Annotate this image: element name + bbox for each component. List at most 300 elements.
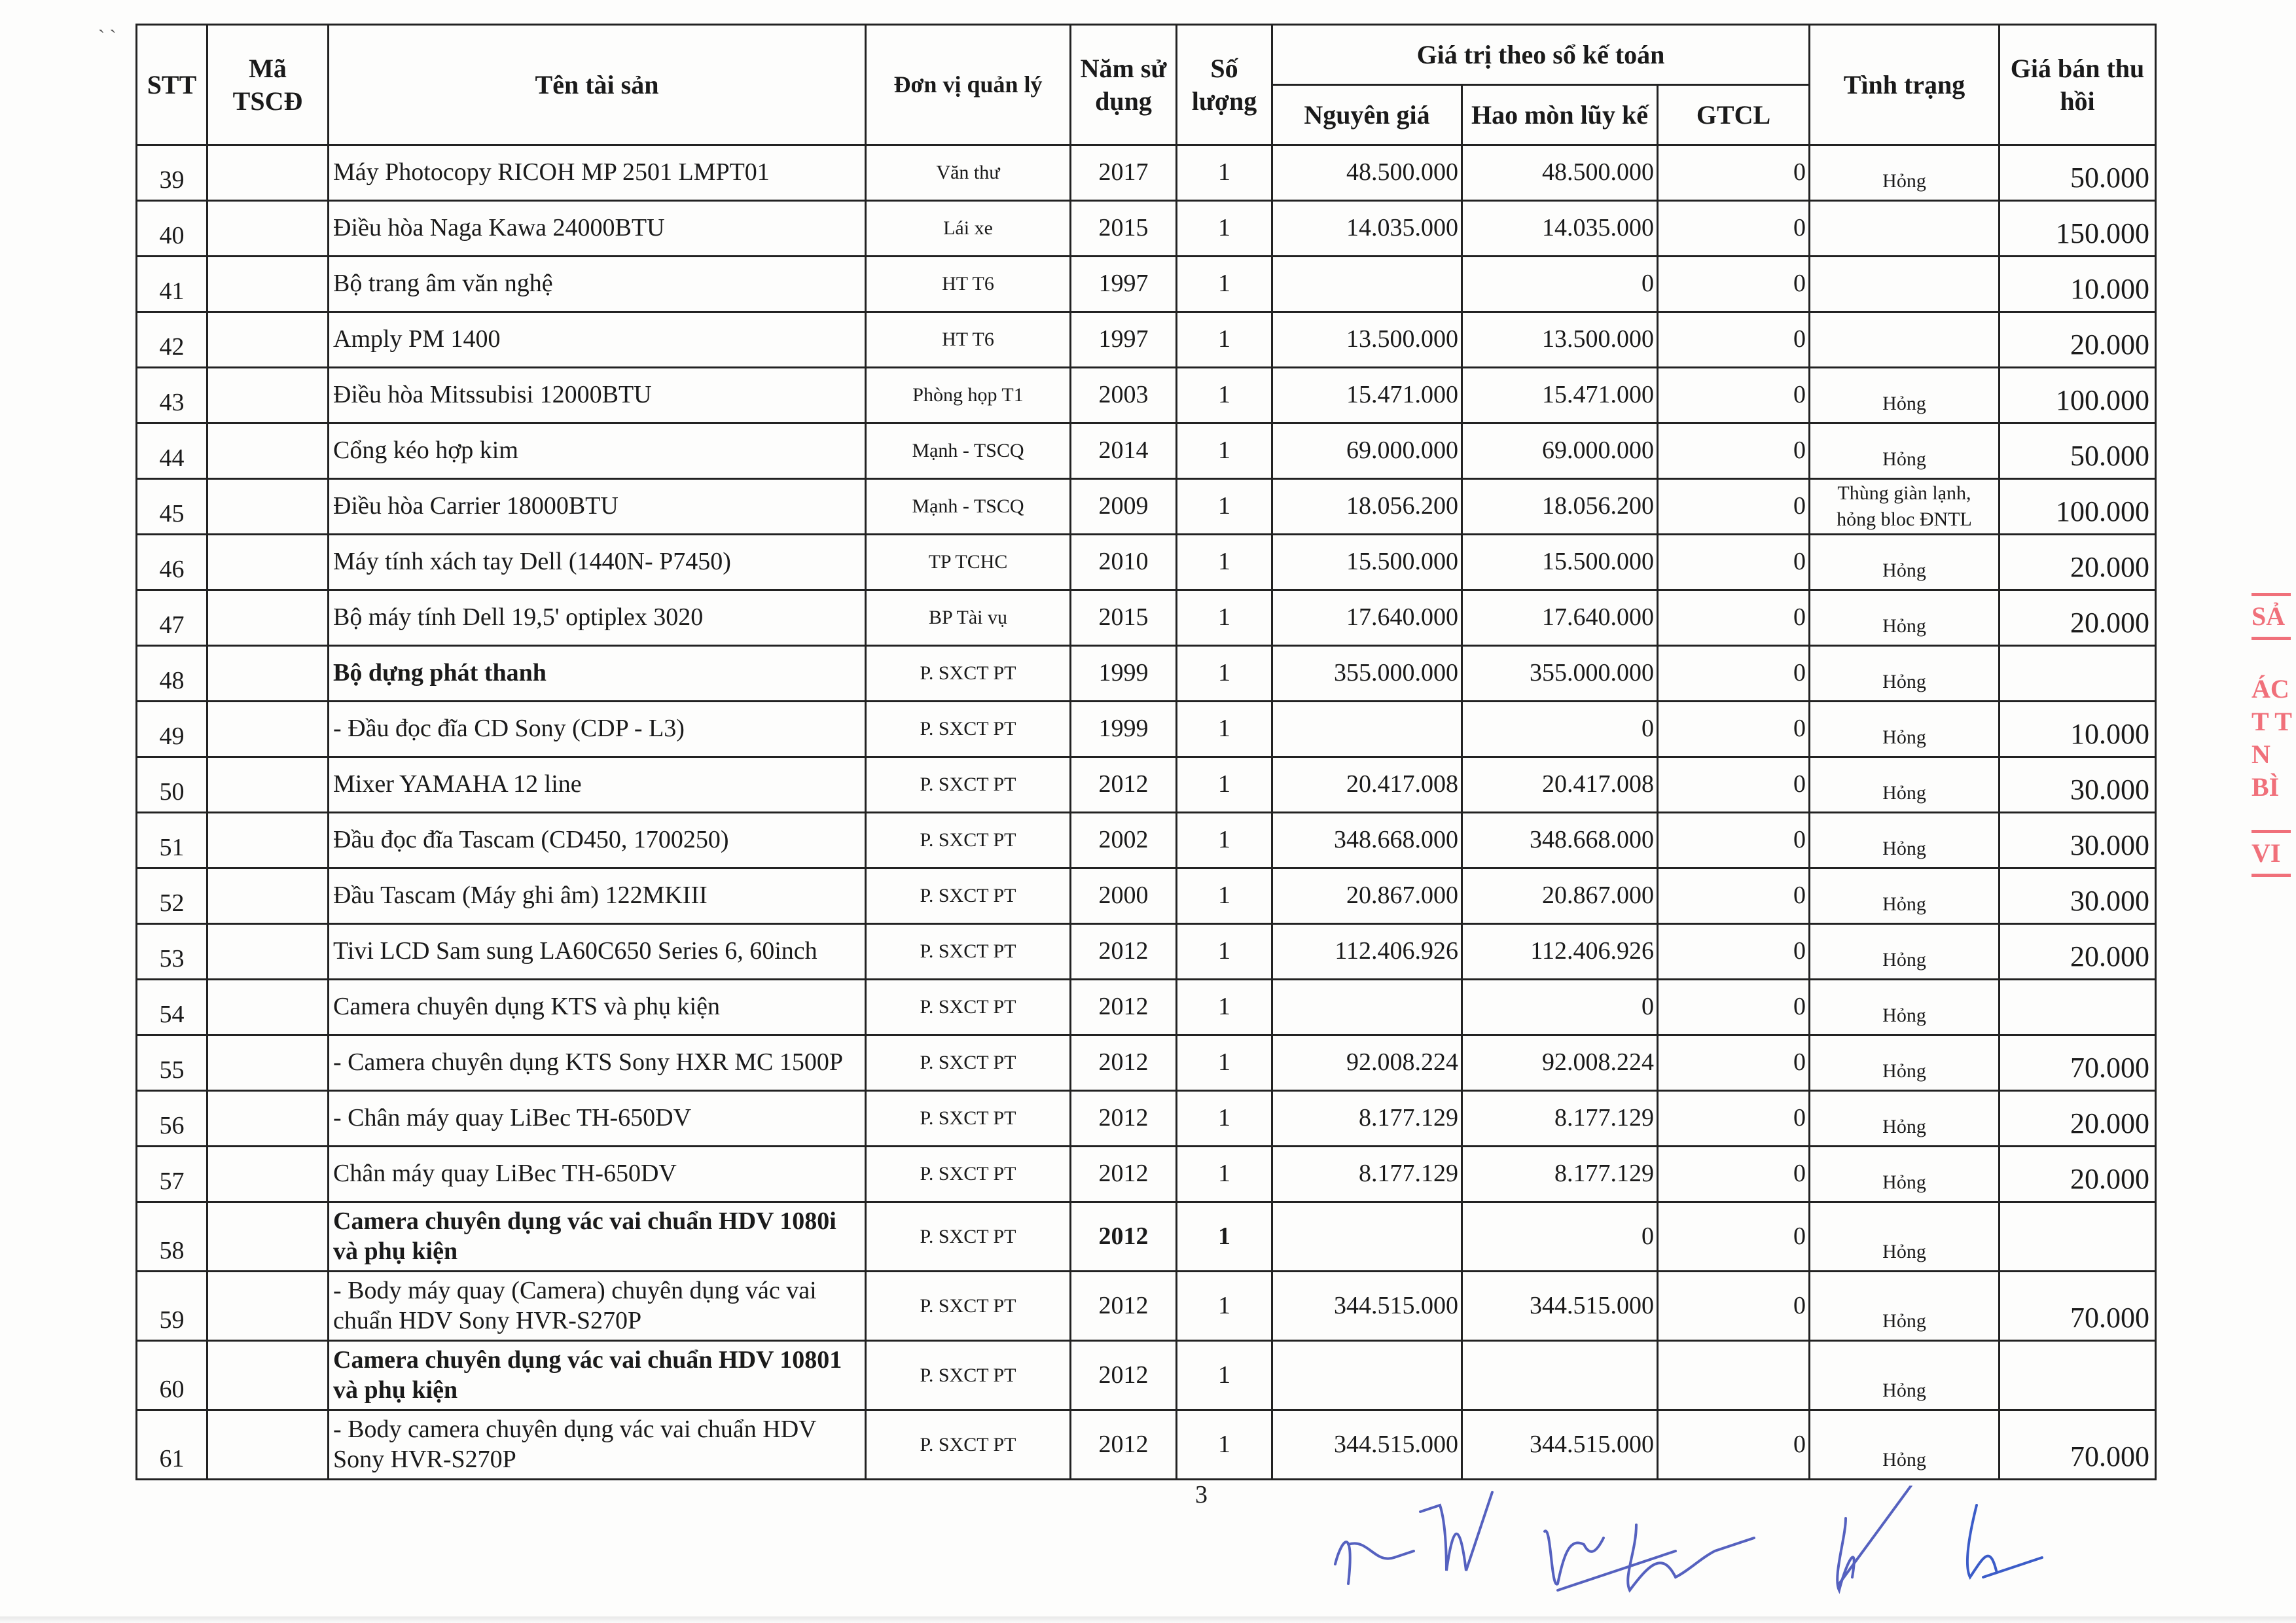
- cell-asset-name: - Body camera chuyên dụng vác vai chuẩn HDV Sony HVR-S270P: [329, 1410, 866, 1480]
- cell-accumulated-depreciation: 0: [1462, 702, 1658, 757]
- cell-accumulated-depreciation: 69.000.000: [1462, 423, 1658, 479]
- table-row: [137, 868, 2156, 924]
- cell-year: 2003: [1071, 368, 1177, 423]
- cell-managing-unit: Mạnh - TSCQ: [866, 479, 1071, 535]
- cell-stt: 44: [137, 423, 207, 479]
- cell-status: Hỏng: [1810, 868, 2000, 924]
- cell-accumulated-depreciation: 17.640.000: [1462, 590, 1658, 646]
- cell-remaining-value: 0: [1658, 201, 1810, 257]
- cell-ma-tscd: [207, 590, 329, 646]
- cell-quantity: 1: [1177, 590, 1272, 646]
- cell-year: 2012: [1071, 1147, 1177, 1202]
- cell-quantity: 1: [1177, 1341, 1272, 1410]
- cell-recovery-price: 70.000: [2000, 1410, 2156, 1480]
- cell-original-cost: 20.417.008: [1272, 757, 1462, 813]
- cell-stt: 55: [137, 1035, 207, 1091]
- table-header-row-1: [137, 25, 2156, 85]
- cell-original-cost: 18.056.200: [1272, 479, 1462, 535]
- cell-quantity: 1: [1177, 1035, 1272, 1091]
- cell-asset-name: Camera chuyên dụng vác vai chuẩn HDV 1080i và phụ kiện: [329, 1202, 866, 1272]
- red-stamp-fragment: [2251, 589, 2296, 881]
- cell-ma-tscd: [207, 312, 329, 368]
- cell-asset-name: Amply PM 1400: [329, 312, 866, 368]
- cell-recovery-price: 20.000: [2000, 924, 2156, 980]
- cell-asset-name: - Đầu đọc đĩa CD Sony (CDP - L3): [329, 702, 866, 757]
- cell-remaining-value: 0: [1658, 535, 1810, 590]
- cell-remaining-value: 0: [1658, 1410, 1810, 1480]
- cell-ma-tscd: [207, 702, 329, 757]
- stamp-text: N: [2251, 740, 2270, 769]
- cell-asset-name: Bộ trang âm văn nghệ: [329, 257, 866, 312]
- cell-remaining-value: 0: [1658, 1202, 1810, 1272]
- cell-remaining-value: 0: [1658, 312, 1810, 368]
- cell-managing-unit: P. SXCT PT: [866, 646, 1071, 702]
- cell-quantity: 1: [1177, 201, 1272, 257]
- cell-status: Hỏng: [1810, 1341, 2000, 1410]
- table-row: [137, 201, 2156, 257]
- page-number: 3: [1195, 1481, 1208, 1508]
- cell-quantity: 1: [1177, 924, 1272, 980]
- cell-remaining-value: 0: [1658, 702, 1810, 757]
- cell-status: Thùng giàn lạnh, hỏng bloc ĐNTL: [1810, 479, 2000, 535]
- cell-stt: 53: [137, 924, 207, 980]
- header-don-vi-quan-ly: Đơn vị quản lý: [866, 25, 1071, 145]
- cell-ma-tscd: [207, 479, 329, 535]
- cell-ma-tscd: [207, 535, 329, 590]
- cell-accumulated-depreciation: 14.035.000: [1462, 201, 1658, 257]
- cell-accumulated-depreciation: 355.000.000: [1462, 646, 1658, 702]
- cell-quantity: 1: [1177, 312, 1272, 368]
- cell-ma-tscd: [207, 924, 329, 980]
- header-gia-tri-group: Giá trị theo sổ kế toán: [1272, 25, 1810, 85]
- cell-original-cost: [1272, 702, 1462, 757]
- signature-6-icon: [1967, 1505, 2042, 1577]
- cell-managing-unit: P. SXCT PT: [866, 1091, 1071, 1147]
- cell-asset-name: Điều hòa Mitssubisi 12000BTU: [329, 368, 866, 423]
- cell-asset-name: Máy tính xách tay Dell (1440N- P7450): [329, 535, 866, 590]
- table-row: [137, 757, 2156, 813]
- cell-ma-tscd: [207, 1410, 329, 1480]
- cell-accumulated-depreciation: 0: [1462, 1202, 1658, 1272]
- cell-remaining-value: 0: [1658, 1147, 1810, 1202]
- header-hao-mon-luy-ke: Hao mòn lũy kế: [1462, 85, 1658, 145]
- cell-quantity: 1: [1177, 980, 1272, 1035]
- cell-original-cost: 344.515.000: [1272, 1272, 1462, 1341]
- cell-quantity: 1: [1177, 1202, 1272, 1272]
- cell-original-cost: 15.500.000: [1272, 535, 1462, 590]
- cell-original-cost: 69.000.000: [1272, 423, 1462, 479]
- cell-accumulated-depreciation: 0: [1462, 257, 1658, 312]
- cell-status: Hỏng: [1810, 368, 2000, 423]
- cell-status: Hỏng: [1810, 1202, 2000, 1272]
- cell-stt: 50: [137, 757, 207, 813]
- cell-recovery-price: 70.000: [2000, 1272, 2156, 1341]
- cell-stt: 40: [137, 201, 207, 257]
- scan-speck: ` `: [98, 26, 117, 48]
- cell-recovery-price: 10.000: [2000, 702, 2156, 757]
- table-row: [137, 368, 2156, 423]
- page-edge: [0, 1616, 2296, 1623]
- cell-quantity: 1: [1177, 702, 1272, 757]
- cell-ma-tscd: [207, 1272, 329, 1341]
- cell-recovery-price: 20.000: [2000, 1147, 2156, 1202]
- table-row: [137, 1272, 2156, 1341]
- cell-accumulated-depreciation: 348.668.000: [1462, 813, 1658, 868]
- cell-accumulated-depreciation: 112.406.926: [1462, 924, 1658, 980]
- cell-year: 2015: [1071, 201, 1177, 257]
- cell-status: Hỏng: [1810, 813, 2000, 868]
- cell-managing-unit: P. SXCT PT: [866, 1202, 1071, 1272]
- cell-recovery-price: 30.000: [2000, 757, 2156, 813]
- table-row: [137, 1091, 2156, 1147]
- table-row: [137, 1341, 2156, 1410]
- table-row: [137, 702, 2156, 757]
- cell-remaining-value: 0: [1658, 423, 1810, 479]
- cell-managing-unit: Văn thư: [866, 145, 1071, 201]
- header-ma-tscd: Mã TSCĐ: [207, 25, 329, 145]
- cell-recovery-price: 20.000: [2000, 312, 2156, 368]
- cell-status: Hỏng: [1810, 1091, 2000, 1147]
- cell-remaining-value: 0: [1658, 1035, 1810, 1091]
- cell-status: Hỏng: [1810, 646, 2000, 702]
- cell-accumulated-depreciation: 15.500.000: [1462, 535, 1658, 590]
- cell-ma-tscd: [207, 646, 329, 702]
- cell-managing-unit: TP TCHC: [866, 535, 1071, 590]
- table-row: [137, 535, 2156, 590]
- cell-status: Hỏng: [1810, 1147, 2000, 1202]
- cell-stt: 59: [137, 1272, 207, 1341]
- cell-original-cost: 13.500.000: [1272, 312, 1462, 368]
- cell-quantity: 1: [1177, 257, 1272, 312]
- cell-status: [1810, 201, 2000, 257]
- cell-stt: 47: [137, 590, 207, 646]
- cell-managing-unit: P. SXCT PT: [866, 702, 1071, 757]
- cell-year: 2009: [1071, 479, 1177, 535]
- cell-managing-unit: P. SXCT PT: [866, 1272, 1071, 1341]
- signature-4-icon: [1628, 1525, 1754, 1590]
- cell-managing-unit: P. SXCT PT: [866, 813, 1071, 868]
- cell-stt: 42: [137, 312, 207, 368]
- cell-status: Hỏng: [1810, 535, 2000, 590]
- cell-original-cost: 48.500.000: [1272, 145, 1462, 201]
- cell-stt: 54: [137, 980, 207, 1035]
- cell-asset-name: Điều hòa Carrier 18000BTU: [329, 479, 866, 535]
- cell-year: 2000: [1071, 868, 1177, 924]
- cell-original-cost: 15.471.000: [1272, 368, 1462, 423]
- cell-status: [1810, 257, 2000, 312]
- cell-status: Hỏng: [1810, 1272, 2000, 1341]
- cell-managing-unit: HT T6: [866, 312, 1071, 368]
- cell-accumulated-depreciation: 8.177.129: [1462, 1147, 1658, 1202]
- cell-stt: 56: [137, 1091, 207, 1147]
- cell-status: Hỏng: [1810, 757, 2000, 813]
- stamp-text: SẢ: [2251, 601, 2286, 631]
- cell-year: 2012: [1071, 924, 1177, 980]
- cell-ma-tscd: [207, 1341, 329, 1410]
- cell-original-cost: 92.008.224: [1272, 1035, 1462, 1091]
- cell-accumulated-depreciation: 20.867.000: [1462, 868, 1658, 924]
- cell-original-cost: 17.640.000: [1272, 590, 1462, 646]
- signatures: [1283, 1486, 2251, 1610]
- cell-asset-name: - Camera chuyên dụng KTS Sony HXR MC 1500P: [329, 1035, 866, 1091]
- cell-accumulated-depreciation: 20.417.008: [1462, 757, 1658, 813]
- cell-stt: 58: [137, 1202, 207, 1272]
- cell-status: Hỏng: [1810, 1410, 2000, 1480]
- cell-remaining-value: 0: [1658, 868, 1810, 924]
- cell-year: 2012: [1071, 1341, 1177, 1410]
- cell-managing-unit: P. SXCT PT: [866, 757, 1071, 813]
- cell-accumulated-depreciation: 18.056.200: [1462, 479, 1658, 535]
- cell-quantity: 1: [1177, 1272, 1272, 1341]
- cell-managing-unit: P. SXCT PT: [866, 868, 1071, 924]
- cell-remaining-value: 0: [1658, 145, 1810, 201]
- cell-managing-unit: Phòng họp T1: [866, 368, 1071, 423]
- cell-accumulated-depreciation: 13.500.000: [1462, 312, 1658, 368]
- cell-original-cost: [1272, 1202, 1462, 1272]
- table-row: [137, 145, 2156, 201]
- cell-ma-tscd: [207, 201, 329, 257]
- cell-managing-unit: Lái xe: [866, 201, 1071, 257]
- signature-1-icon: [1335, 1542, 1414, 1584]
- header-ten-tai-san: Tên tài sản: [329, 25, 866, 145]
- cell-recovery-price: 20.000: [2000, 1091, 2156, 1147]
- table-row: [137, 646, 2156, 702]
- cell-original-cost: 355.000.000: [1272, 646, 1462, 702]
- cell-original-cost: 348.668.000: [1272, 813, 1462, 868]
- cell-year: 2015: [1071, 590, 1177, 646]
- cell-accumulated-depreciation: 344.515.000: [1462, 1410, 1658, 1480]
- cell-recovery-price: 20.000: [2000, 590, 2156, 646]
- cell-status: Hỏng: [1810, 590, 2000, 646]
- stamp-text: VI: [2251, 838, 2281, 868]
- cell-status: Hỏng: [1810, 924, 2000, 980]
- cell-stt: 46: [137, 535, 207, 590]
- cell-managing-unit: HT T6: [866, 257, 1071, 312]
- cell-asset-name: Mixer YAMAHA 12 line: [329, 757, 866, 813]
- cell-accumulated-depreciation: 48.500.000: [1462, 145, 1658, 201]
- cell-status: Hỏng: [1810, 1035, 2000, 1091]
- cell-recovery-price: 30.000: [2000, 868, 2156, 924]
- cell-year: 2012: [1071, 1202, 1177, 1272]
- cell-year: 2017: [1071, 145, 1177, 201]
- cell-recovery-price: 10.000: [2000, 257, 2156, 312]
- cell-ma-tscd: [207, 980, 329, 1035]
- header-stt: STT: [137, 25, 207, 145]
- cell-quantity: 1: [1177, 368, 1272, 423]
- cell-remaining-value: [1658, 1341, 1810, 1410]
- cell-remaining-value: 0: [1658, 924, 1810, 980]
- cell-recovery-price: 30.000: [2000, 813, 2156, 868]
- cell-accumulated-depreciation: 8.177.129: [1462, 1091, 1658, 1147]
- cell-stt: 61: [137, 1410, 207, 1480]
- stamp-text: T T: [2251, 707, 2292, 736]
- cell-year: 2012: [1071, 1272, 1177, 1341]
- cell-ma-tscd: [207, 145, 329, 201]
- cell-accumulated-depreciation: 92.008.224: [1462, 1035, 1658, 1091]
- cell-quantity: 1: [1177, 1091, 1272, 1147]
- cell-stt: 49: [137, 702, 207, 757]
- header-gia-ban-thu-hoi: Giá bán thu hồi: [2000, 25, 2156, 145]
- cell-quantity: 1: [1177, 1410, 1272, 1480]
- cell-ma-tscd: [207, 1035, 329, 1091]
- cell-managing-unit: BP Tài vụ: [866, 590, 1071, 646]
- cell-remaining-value: 0: [1658, 813, 1810, 868]
- cell-managing-unit: P. SXCT PT: [866, 1341, 1071, 1410]
- cell-year: 1999: [1071, 702, 1177, 757]
- cell-year: 2012: [1071, 1410, 1177, 1480]
- table-row: [137, 312, 2156, 368]
- table-row: [137, 924, 2156, 980]
- cell-remaining-value: 0: [1658, 980, 1810, 1035]
- cell-ma-tscd: [207, 813, 329, 868]
- cell-year: 2010: [1071, 535, 1177, 590]
- cell-status: Hỏng: [1810, 423, 2000, 479]
- cell-accumulated-depreciation: 0: [1462, 980, 1658, 1035]
- cell-ma-tscd: [207, 1091, 329, 1147]
- cell-stt: 41: [137, 257, 207, 312]
- cell-recovery-price: [2000, 646, 2156, 702]
- cell-stt: 51: [137, 813, 207, 868]
- cell-status: Hỏng: [1810, 980, 2000, 1035]
- cell-managing-unit: P. SXCT PT: [866, 1035, 1071, 1091]
- cell-ma-tscd: [207, 257, 329, 312]
- cell-asset-name: Đầu đọc đĩa Tascam (CD450, 1700250): [329, 813, 866, 868]
- cell-year: 1997: [1071, 257, 1177, 312]
- cell-year: 1997: [1071, 312, 1177, 368]
- cell-recovery-price: [2000, 1341, 2156, 1410]
- cell-original-cost: [1272, 980, 1462, 1035]
- cell-recovery-price: 50.000: [2000, 145, 2156, 201]
- cell-original-cost: 20.867.000: [1272, 868, 1462, 924]
- cell-remaining-value: 0: [1658, 646, 1810, 702]
- cell-recovery-price: 100.000: [2000, 368, 2156, 423]
- signature-5-icon: [1837, 1486, 1911, 1590]
- cell-recovery-price: 100.000: [2000, 479, 2156, 535]
- table-row: [137, 813, 2156, 868]
- cell-original-cost: 14.035.000: [1272, 201, 1462, 257]
- cell-asset-name: Cổng kéo hợp kim: [329, 423, 866, 479]
- table-row: [137, 479, 2156, 535]
- cell-asset-name: Camera chuyên dụng KTS và phụ kiện: [329, 980, 866, 1035]
- stamp-text: BÌ: [2251, 772, 2280, 802]
- header-nam-su-dung: Năm sử dụng: [1071, 25, 1177, 145]
- cell-original-cost: 8.177.129: [1272, 1091, 1462, 1147]
- asset-liquidation-table: [135, 24, 2157, 1480]
- table-row: [137, 1410, 2156, 1480]
- cell-quantity: 1: [1177, 646, 1272, 702]
- cell-asset-name: Bộ dựng phát thanh: [329, 646, 866, 702]
- cell-remaining-value: 0: [1658, 1272, 1810, 1341]
- cell-asset-name: Bộ máy tính Dell 19,5' optiplex 3020: [329, 590, 866, 646]
- cell-quantity: 1: [1177, 479, 1272, 535]
- cell-asset-name: Đầu Tascam (Máy ghi âm) 122MKIII: [329, 868, 866, 924]
- cell-managing-unit: P. SXCT PT: [866, 1147, 1071, 1202]
- cell-year: 2012: [1071, 1035, 1177, 1091]
- cell-managing-unit: Mạnh - TSCQ: [866, 423, 1071, 479]
- cell-recovery-price: 150.000: [2000, 201, 2156, 257]
- cell-quantity: 1: [1177, 813, 1272, 868]
- cell-original-cost: [1272, 1341, 1462, 1410]
- cell-ma-tscd: [207, 757, 329, 813]
- header-nguyen-gia: Nguyên giá: [1272, 85, 1462, 145]
- cell-quantity: 1: [1177, 145, 1272, 201]
- cell-remaining-value: 0: [1658, 257, 1810, 312]
- cell-year: 2002: [1071, 813, 1177, 868]
- cell-remaining-value: 0: [1658, 757, 1810, 813]
- cell-remaining-value: 0: [1658, 1091, 1810, 1147]
- cell-quantity: 1: [1177, 757, 1272, 813]
- cell-managing-unit: P. SXCT PT: [866, 1410, 1071, 1480]
- cell-recovery-price: 50.000: [2000, 423, 2156, 479]
- cell-asset-name: Điều hòa Naga Kawa 24000BTU: [329, 201, 866, 257]
- cell-ma-tscd: [207, 1147, 329, 1202]
- cell-stt: 45: [137, 479, 207, 535]
- cell-asset-name: Camera chuyên dụng vác vai chuẩn HDV 10801 và phụ kiện: [329, 1341, 866, 1410]
- cell-status: Hỏng: [1810, 702, 2000, 757]
- cell-stt: 60: [137, 1341, 207, 1410]
- cell-asset-name: - Chân máy quay LiBec TH-650DV: [329, 1091, 866, 1147]
- cell-remaining-value: 0: [1658, 590, 1810, 646]
- cell-remaining-value: 0: [1658, 368, 1810, 423]
- cell-year: 2014: [1071, 423, 1177, 479]
- header-tinh-trang: Tình trạng: [1810, 25, 2000, 145]
- cell-status: [1810, 312, 2000, 368]
- cell-asset-name: Chân máy quay LiBec TH-650DV: [329, 1147, 866, 1202]
- signature-2-icon: [1420, 1492, 1492, 1571]
- table-row: [137, 1202, 2156, 1272]
- cell-year: 2012: [1071, 757, 1177, 813]
- cell-recovery-price: [2000, 980, 2156, 1035]
- table-row: [137, 590, 2156, 646]
- cell-original-cost: [1272, 257, 1462, 312]
- cell-original-cost: 8.177.129: [1272, 1147, 1462, 1202]
- cell-quantity: 1: [1177, 423, 1272, 479]
- cell-ma-tscd: [207, 868, 329, 924]
- cell-accumulated-depreciation: 344.515.000: [1462, 1272, 1658, 1341]
- header-gtcl: GTCL: [1658, 85, 1810, 145]
- cell-year: 2012: [1071, 980, 1177, 1035]
- header-so-luong: Số lượng: [1177, 25, 1272, 145]
- cell-remaining-value: 0: [1658, 479, 1810, 535]
- cell-original-cost: 112.406.926: [1272, 924, 1462, 980]
- cell-original-cost: 344.515.000: [1272, 1410, 1462, 1480]
- cell-ma-tscd: [207, 1202, 329, 1272]
- cell-stt: 43: [137, 368, 207, 423]
- stamp-text: ÁC: [2251, 674, 2289, 704]
- cell-year: 1999: [1071, 646, 1177, 702]
- cell-asset-name: Máy Photocopy RICOH MP 2501 LMPT01: [329, 145, 866, 201]
- table-row: [137, 1035, 2156, 1091]
- table-row: [137, 1147, 2156, 1202]
- cell-managing-unit: P. SXCT PT: [866, 924, 1071, 980]
- cell-recovery-price: 70.000: [2000, 1035, 2156, 1091]
- cell-quantity: 1: [1177, 535, 1272, 590]
- cell-managing-unit: P. SXCT PT: [866, 980, 1071, 1035]
- cell-recovery-price: 20.000: [2000, 535, 2156, 590]
- cell-asset-name: - Body máy quay (Camera) chuyên dụng vác vai chuẩn HDV Sony HVR-S270P: [329, 1272, 866, 1341]
- cell-ma-tscd: [207, 368, 329, 423]
- cell-ma-tscd: [207, 423, 329, 479]
- signature-3-icon: [1545, 1531, 1676, 1590]
- table-row: [137, 257, 2156, 312]
- cell-recovery-price: [2000, 1202, 2156, 1272]
- cell-quantity: 1: [1177, 868, 1272, 924]
- table-row: [137, 980, 2156, 1035]
- cell-year: 2012: [1071, 1091, 1177, 1147]
- cell-stt: 39: [137, 145, 207, 201]
- cell-stt: 52: [137, 868, 207, 924]
- cell-quantity: 1: [1177, 1147, 1272, 1202]
